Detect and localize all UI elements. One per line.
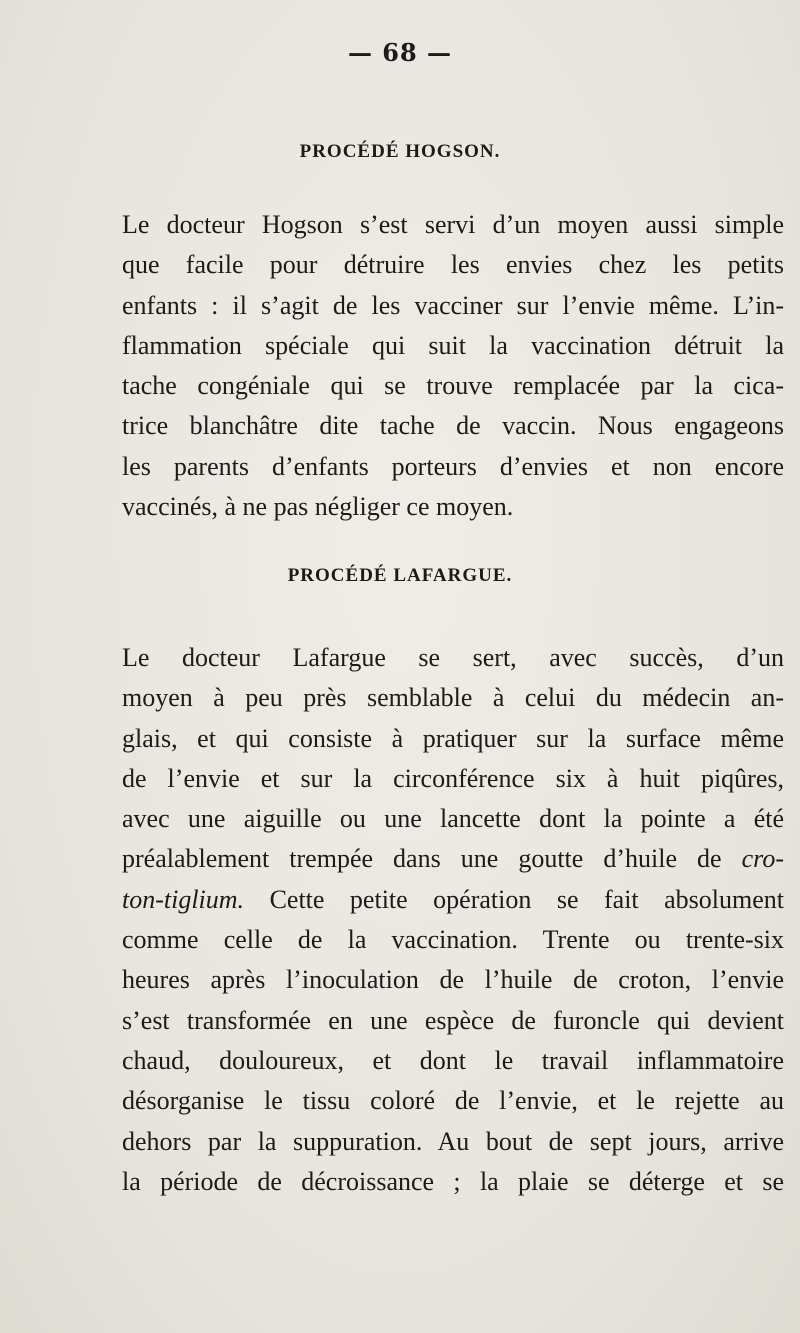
- text-line: flammation spéciale qui suit la vaccination détruit la: [122, 330, 784, 360]
- section-heading-lafargue: PROCÉDÉ LAFARGUE.: [287, 565, 513, 586]
- text-line: glais, et qui consiste à pratiquer sur la surface même: [122, 723, 784, 753]
- page-number: — 68 —: [347, 38, 453, 67]
- section-heading-hogson: PROCÉDÉ HOGSON.: [299, 141, 501, 162]
- text-line: Le docteur Lafargue se sert, avec succès, d’un: [122, 643, 784, 672]
- text-line: chaud, douloureux, et dont le travail inflammatoire: [122, 1045, 784, 1075]
- text-line: [122, 839, 784, 879]
- line-text: préalablement trempée dans une goutte d’huile de: [122, 844, 722, 874]
- text-line: trice blanchâtre dite tache de vaccin. Nous engageons: [122, 411, 784, 441]
- text-line: Le docteur Hogson s’est servi d’un moyen aussi simple: [122, 210, 784, 239]
- text-line: enfants : il s’agit de les vacciner sur l’envie même. L’in-: [122, 290, 784, 320]
- text-line: moyen à peu près semblable à celui du médecin an-: [122, 683, 784, 713]
- text-line: désorganise le tissu coloré de l’envie, et le rejette au: [122, 1086, 784, 1116]
- text-line: dehors par la suppuration. Au bout de sept jours, arrive: [122, 1126, 784, 1156]
- text-line: tache congéniale qui se trouve remplacée par la cica-: [122, 371, 784, 401]
- italic-term: cro-: [741, 844, 784, 874]
- text-line: avec une aiguille ou une lancette dont la pointe a été: [122, 804, 784, 834]
- text-line: [122, 880, 784, 920]
- paragraph-lafargue: [122, 638, 784, 1202]
- line-text: Cette petite opération se fait absolument: [269, 884, 785, 914]
- italic-term: ton-tiglium.: [122, 884, 245, 914]
- text-line: les parents d’enfants porteurs d’envies et non encore: [122, 451, 784, 481]
- text-line: comme celle de la vaccination. Trente ou trente-six: [122, 925, 784, 955]
- text-line: vaccinés, à ne pas négliger ce moyen.: [122, 492, 514, 522]
- text-line: s’est transformée en une espèce de furoncle qui devient: [122, 1005, 784, 1035]
- text-line: de l’envie et sur la circonférence six à huit piqûres,: [122, 763, 784, 793]
- text-line: que facile pour détruire les envies chez les petits: [122, 250, 784, 280]
- text-line: heures après l’inoculation de l’huile de croton, l’envie: [122, 965, 784, 995]
- text-line: la période de décroissance ; la plaie se déterge et se: [122, 1166, 784, 1196]
- paragraph-hogson: [122, 205, 784, 527]
